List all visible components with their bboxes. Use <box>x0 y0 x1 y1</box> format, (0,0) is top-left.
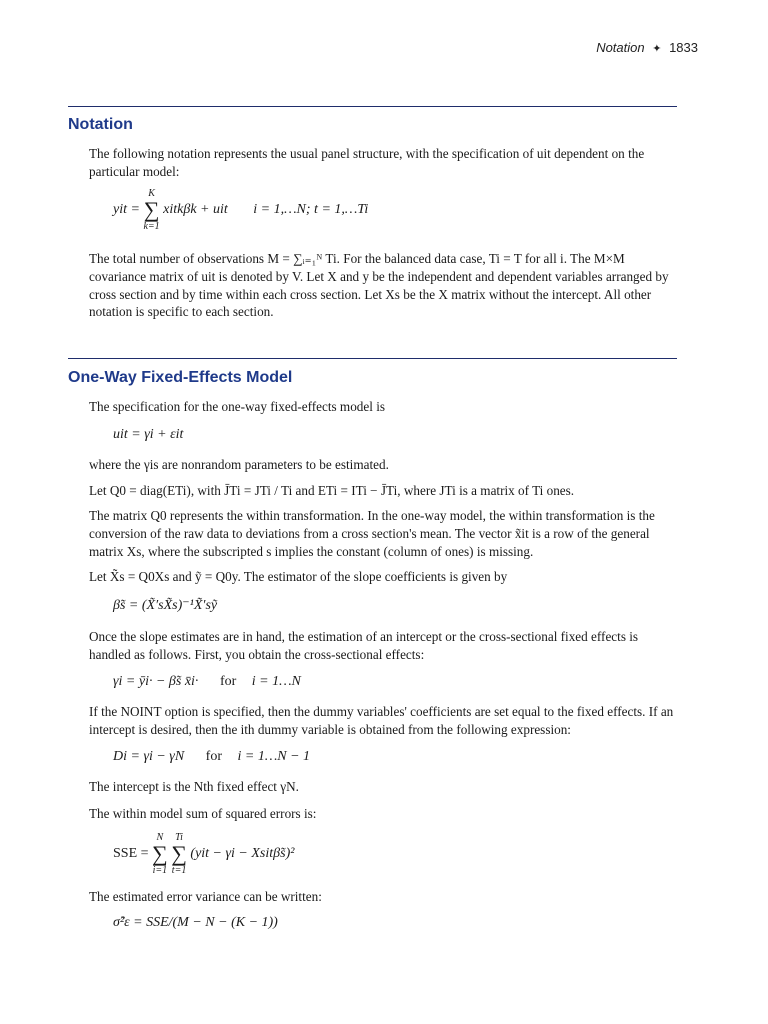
equation-main <box>113 188 368 232</box>
sse-intro-text: The within model sum of squared errors is: <box>89 806 317 821</box>
summation-t <box>171 832 187 876</box>
sum-icon: ∑ <box>171 841 187 866</box>
equation-dummy-for: for <box>205 749 222 764</box>
summation-k-upper: K <box>148 188 155 199</box>
nonrandom-line <box>89 456 679 474</box>
sse-intro <box>89 805 679 823</box>
equation-sse-lhs: SSE = <box>113 846 149 862</box>
nonrandom-line-text: where the γis are nonrandom parameters to be estimated. <box>89 457 389 472</box>
equation-dummy <box>113 749 310 765</box>
summation-i-lower: i=1 <box>152 865 168 876</box>
equation-dummy-formula: Di = γi − γN <box>113 749 185 764</box>
equation-main-range: i = 1,…N; t = 1,…Ti <box>253 202 369 218</box>
equation-gamma-for: for <box>219 674 237 689</box>
section-heading-fixed-effects: One-Way Fixed-Effects Model <box>68 369 293 386</box>
equation-spec: uit = γi + εit <box>113 427 184 442</box>
within-description <box>89 507 679 560</box>
q0-definition <box>89 482 679 500</box>
section-rule <box>68 106 677 107</box>
summation-k-lower: k=1 <box>143 221 160 232</box>
section-heading-notation: Notation <box>68 116 133 133</box>
slope-paragraph-text: Once the slope estimates are in hand, the estimation of an intercept or the cross-sectional fixed effects is handled as follows. First, you obtain the cross-sectional effects: <box>89 629 639 662</box>
variance-intro <box>89 888 679 906</box>
variance-intro-text: The estimated error variance can be written: <box>89 889 322 904</box>
equation-variance: σ̂²ε = SSE/(M − N − (K − 1)) <box>113 915 278 930</box>
slope-paragraph <box>89 628 679 664</box>
spec-intro-text: The specification for the one-way fixed-effects model is <box>89 399 385 414</box>
xs-definition-text: Let X̃s = Q0Xs and ỹ = Q0y. The estimator of the slope coefficients is given by <box>89 569 508 584</box>
observation-paragraph-text: The total number of observations M = ∑ᵢ₌₁ᴺ Ti. For the balanced data case, Ti = T for all i. The M×M covariance matrix of uit is denoted by V. Let X and y be the independent and dependent variables arranged by cross section and by time within each cross section. Let Xs be the X matrix without the intercept. All other notation is specific to each section. <box>89 251 669 320</box>
summation-i-upper: N <box>156 832 164 843</box>
equation-main-body: xitkβk + uit <box>163 202 228 218</box>
noint-paragraph-text: If the NOINT option is specified, then the dummy variables' coefficients are set equal to the fixed effects. If an intercept is desired, then the ith dummy variable is obtained from the following expression: <box>89 704 674 737</box>
summation-t-lower: t=1 <box>171 865 187 876</box>
intercept-line <box>89 778 679 796</box>
summation-i <box>152 832 168 876</box>
equation-gamma-formula: γi = ȳi· − β̃s x̄i· <box>113 674 199 689</box>
summation-k <box>143 188 159 232</box>
sum-icon: ∑ <box>143 197 160 222</box>
notation-intro-text: The following notation represents the usual panel structure, with the specification of uit dependent on the particular model: <box>89 146 645 179</box>
running-header-section: Notation <box>596 40 645 55</box>
intercept-line-text: The intercept is the Nth fixed effect γN. <box>89 779 299 794</box>
q0-definition-text: Let Q0 = diag(ETi), with J̄Ti = JTi / Ti and ETi = ITi − J̄Ti, where JTi is a matrix of Ti ones. <box>89 483 575 498</box>
equation-dummy-range: i = 1…N − 1 <box>237 749 311 764</box>
equation-gamma-range: i = 1…N <box>251 674 301 689</box>
equation-beta: β̃s = (X̃′sX̃s)⁻¹X̃′sỹ <box>113 598 218 613</box>
summation-t-upper: Ti <box>175 832 183 843</box>
equation-gamma <box>113 674 301 690</box>
sum-icon: ∑ <box>152 841 168 866</box>
page-number: 1833 <box>669 40 698 55</box>
xs-definition <box>89 568 679 586</box>
equation-main-lhs: yit = <box>113 202 140 218</box>
running-header <box>596 40 698 55</box>
within-description-text: The matrix Q0 represents the within transformation. In the one-way model, the within transformation is the conversion of the raw data to deviations from a cross section's mean. The vector x̃it is a row of the general matrix Xs, where the subscripted s implies the constant (column of ones) is missing. <box>89 508 655 559</box>
spec-intro <box>89 398 679 416</box>
section-rule <box>68 358 677 359</box>
noint-paragraph <box>89 703 679 739</box>
notation-intro <box>89 145 679 181</box>
diamond-icon: ✦ <box>652 43 662 55</box>
equation-sse <box>113 832 294 876</box>
observation-paragraph <box>89 250 679 321</box>
equation-sse-body: (yit − γi − Xsitβ̃s)² <box>190 846 295 862</box>
